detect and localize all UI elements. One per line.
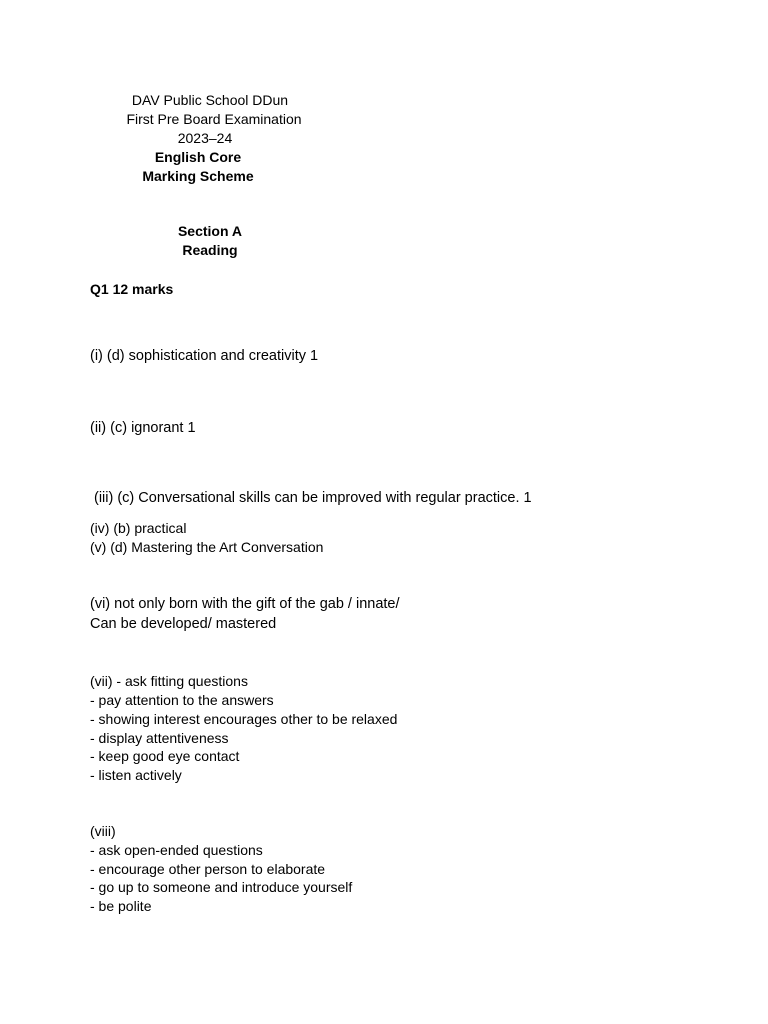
answer-vii-line: - keep good eye contact [90,748,240,764]
answer-iv: (iv) (b) practical [90,520,187,536]
answer-viii-line: - ask open-ended questions [90,842,263,858]
answer-v: (v) (d) Mastering the Art Conversation [90,539,324,555]
answer-viii-line: - be polite [90,898,152,914]
answer-vii-line: (vii) - ask fitting questions [90,673,248,689]
section-subtitle: Reading [182,242,238,258]
exam-name: First Pre Board Examination [126,111,302,127]
answer-viii-line: - go up to someone and introduce yourself [90,879,353,895]
answer-i: (i) (d) sophistication and creativity 1 [90,348,319,364]
answer-vii-line: - showing interest encourages other to be relaxed [90,711,398,727]
section-title: Section A [177,223,243,239]
question-label: Q1 12 marks [90,281,174,297]
answer-ii: (ii) (c) ignorant 1 [90,420,196,436]
answer-vi-line: (vi) not only born with the gift of the gab / innate/ [90,596,400,612]
exam-year: 2023–24 [177,130,233,146]
subject-title: English Core [154,149,242,165]
answer-viii-line: (viii) [90,823,116,839]
answer-viii-line: - encourage other person to elaborate [90,861,326,877]
answer-vii-line: - display attentiveness [90,730,229,746]
answer-vii-line: - listen actively [90,767,182,783]
document-type: Marking Scheme [142,168,254,184]
answer-vi-line: Can be developed/ mastered [90,616,277,632]
answer-vii-line: - pay attention to the answers [90,692,274,708]
school-name: DAV Public School DDun [131,92,289,108]
answer-iii: (iii) (c) Conversational skills can be improved with regular practice. 1 [94,490,532,506]
